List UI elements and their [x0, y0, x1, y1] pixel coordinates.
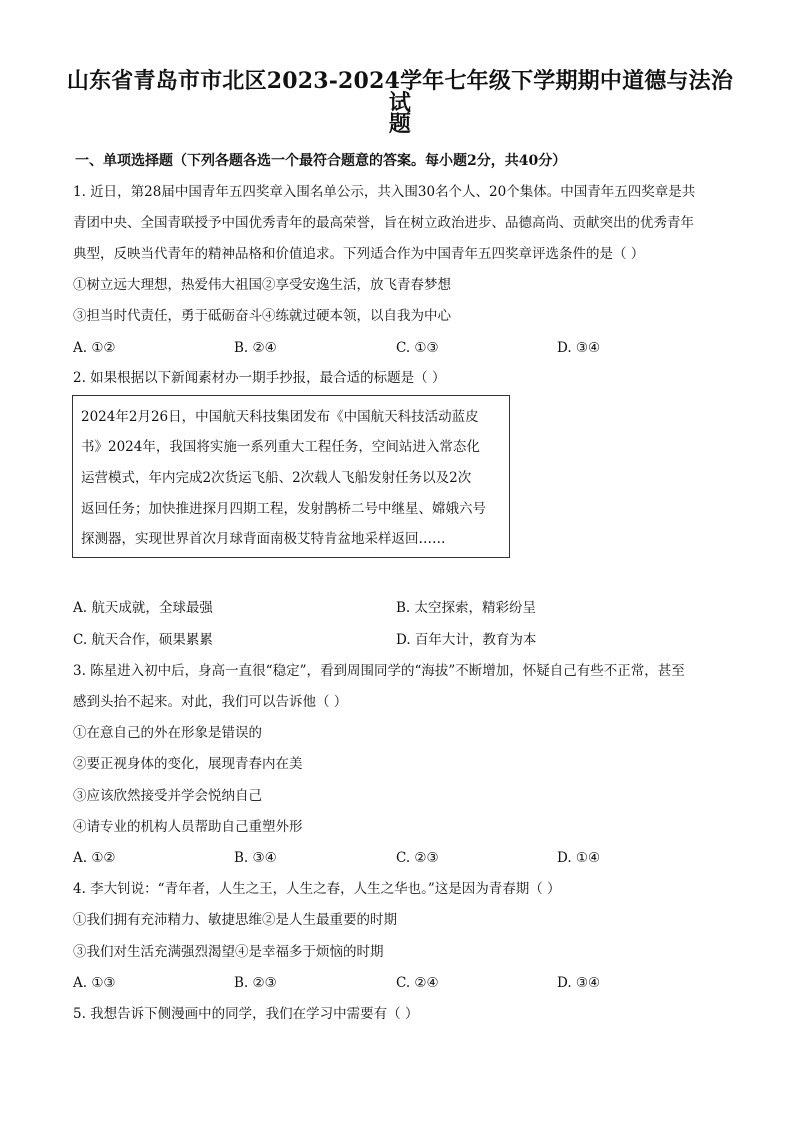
- question-2-stem: 2. 如果根据以下新闻素材办一期手抄报，最合适的标题是（ ）: [73, 370, 446, 386]
- question-3-line: 3. 陈星进入初中后，身高一直很“稳定”，看到周围同学的“海拔”不断增加，怀疑自己有些不正常，甚至: [73, 663, 685, 679]
- question-3-statement: ③应该欣然接受并学会悦纳自己: [73, 788, 262, 804]
- question-3-option-c: C. ②③: [396, 850, 439, 866]
- news-material-line: 2024年2月26日，中国航天科技集团发布《中国航天科技活动蓝皮: [81, 409, 479, 425]
- question-4-statement: ③我们对生活充满强烈渴望④是幸福多于烦恼的时期: [73, 944, 384, 960]
- question-3-option-d: D. ①④: [557, 850, 601, 866]
- question-1-option-b: B. ②④: [234, 340, 277, 356]
- question-1-statement: ③担当时代责任，勇于砥砺奋斗④练就过硬本领，以自我为中心: [73, 308, 451, 324]
- question-1-line: 1. 近日，第28届中国青年五四奖章入围名单公示，共入围30名个人、20个集体。中国青年五四奖章是共: [73, 184, 696, 200]
- section-heading: 一、单项选择题（下列各题各选一个最符合题意的答案。每小题2分，共40分）: [75, 153, 567, 169]
- question-3-statement: ①在意自己的外在形象是错误的: [73, 725, 262, 741]
- question-1-line: 典型，反映当代青年的精神品格和价值追求。下列适合作为中国青年五四奖章评选条件的是（ ）: [73, 246, 645, 262]
- question-1-option-d: D. ③④: [557, 340, 601, 356]
- news-material-line: 书》2024年，我国将实施一系列重大工程任务，空间站进入常态化: [81, 439, 480, 455]
- document-title-line-2: 题: [388, 111, 412, 137]
- question-2-option-c: C. 航天合作，硕果累累: [73, 632, 213, 648]
- question-4-stem: 4. 李大钊说：“青年者，人生之王，人生之春，人生之华也。”这是因为青春期（ ）: [73, 881, 561, 897]
- question-2-option-b: B. 太空探索，精彩纷呈: [396, 600, 537, 616]
- news-material-line: 探测器，实现世界首次月球背面南极艾特肯盆地采样返回……: [81, 531, 446, 547]
- question-1-statement: ①树立远大理想，热爱伟大祖国②享受安逸生活，放飞青春梦想: [73, 277, 451, 293]
- question-4-option-d: D. ③④: [557, 975, 601, 991]
- question-3-option-b: B. ③④: [234, 850, 277, 866]
- question-1-line: 青团中央、全国青联授予中国优秀青年的最高荣誉，旨在树立政治进步、品德高尚、贡献突出的优秀青年: [73, 215, 694, 231]
- question-3-statement: ④请专业的机构人员帮助自己重塑外形: [73, 819, 303, 835]
- question-2-option-a: A. 航天成就，全球最强: [73, 600, 213, 616]
- document-title-line-1: 山东省青岛市市北区2023-2024学年七年级下学期期中道德与法治试: [66, 68, 734, 116]
- news-material-line: 返回任务；加快推进探月四期工程，发射鹊桥二号中继星、嫦娥六号: [81, 501, 486, 517]
- question-4-option-a: A. ①③: [73, 975, 116, 991]
- news-material-line: 运营模式，年内完成2次货运飞船、2次载人飞船发射任务以及2次: [81, 470, 472, 486]
- question-5-stem: 5. 我想告诉下侧漫画中的同学，我们在学习中需要有（ ）: [73, 1006, 419, 1022]
- question-2-option-d: D. 百年大计，教育为本: [396, 632, 537, 648]
- question-3-option-a: A. ①②: [73, 850, 116, 866]
- question-1-option-c: C. ①③: [396, 340, 439, 356]
- question-4-statement: ①我们拥有充沛精力、敏捷思维②是人生最重要的时期: [73, 912, 397, 928]
- news-material-box: [72, 395, 510, 558]
- question-1-option-a: A. ①②: [73, 340, 116, 356]
- question-3-statement: ②要正视身体的变化，展现青春内在美: [73, 756, 303, 772]
- question-3-line: 感到头抬不起来。对此，我们可以告诉他（ ）: [73, 694, 348, 710]
- question-4-option-c: C. ②④: [396, 975, 439, 991]
- question-4-option-b: B. ②③: [234, 975, 277, 991]
